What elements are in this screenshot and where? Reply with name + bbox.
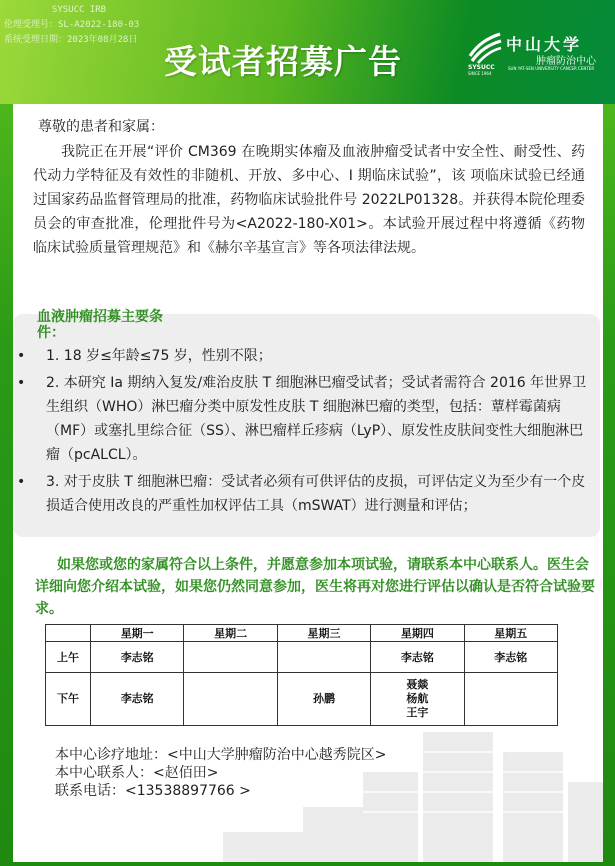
sysucc-logo: [468, 30, 608, 78]
doctor-cell: 孙鹏: [277, 673, 370, 726]
table-row: [46, 673, 558, 726]
criteria-item-text: 2. 本研究 Ia 期纳入复发/难治皮肤 T 细胞淋巴瘤受试者；受试者需符合 2016 年世界卫生组织（WHO）淋巴瘤分类中原发性皮肤 T 细胞淋巴瘤的类型，包括：蕈样霉菌病（MF）或塞扎里综合征（SS）、淋巴瘤样丘疹病（LyP）、原发性皮肤间变性大细胞淋巴瘤（pcALCL）。: [46, 375, 587, 463]
doctor-cell: [184, 642, 277, 673]
logo-since: SINCE 1964: [468, 71, 492, 76]
criteria-item-text: 1. 18 岁≤年龄≤75 岁，性别不限；: [46, 348, 272, 364]
header-banner: [0, 0, 615, 104]
doctor-cell: 李志铭: [91, 642, 184, 673]
criteria-item: [13, 344, 603, 368]
logo-en-abbr: SYSUCC: [468, 64, 495, 71]
logo-cn-name: 中山大学: [506, 35, 583, 54]
table-header-cell: 星期一: [91, 625, 184, 642]
doctor-cell: 李志铭: [91, 673, 184, 726]
table-header-cell: 星期四: [371, 625, 464, 642]
criteria-list: [13, 344, 603, 521]
table-header-cell: [46, 625, 91, 642]
criteria-item-text: 3. 对于皮肤 T 细胞淋巴瘤：受试者必须有可供评估的皮损，可评估定义为至少有一个皮损适合使用改良的严重性加权评估工具（mSWAT）进行测量和评估；: [46, 474, 586, 514]
logo-en-full: SUN YAT-SEN UNIVERSITY CANCER CENTER: [508, 66, 595, 71]
stamp-ethics-no: 伦理受理号：SL-A2022-180-03: [4, 20, 140, 30]
table-header-cell: 星期五: [464, 625, 557, 642]
doctor-cell: [184, 673, 277, 726]
page-title: 受试者招募广告: [164, 42, 402, 81]
table-header-row: [46, 625, 558, 642]
contact-address: 本中心诊疗地址：<中山大学肿瘤防治中心越秀院区>: [55, 747, 387, 763]
doctor-cell: 李志铭: [371, 642, 464, 673]
doctor-cell: [277, 642, 370, 673]
contact-callout: 如果您或您的家属符合以上条件，并愿意参加本项试验，请联系本中心联系人。医生会详细向您介绍本试验，如果您仍然同意参加，医生将再对您进行评估以确认是否符合试验要求。: [35, 557, 595, 617]
doctor-cell: 聂燚 杨航 王宇: [371, 673, 464, 726]
logo-cn-sub: 肿瘤防治中心: [536, 56, 596, 67]
sysucc-emblem-icon: [468, 30, 502, 64]
criteria-title: 血液肿瘤招募主要条件：: [37, 309, 163, 341]
doctor-cell: 李志铭: [464, 642, 557, 673]
table-row: [46, 642, 558, 673]
doctor-cell: [464, 673, 557, 726]
table-header-cell: 星期二: [184, 625, 277, 642]
stamp-org: SYSUCC IRB: [51, 5, 107, 15]
greeting: 尊敬的患者和家属：: [38, 119, 164, 135]
contact-phone: 联系电话：<13538897766 >: [55, 783, 251, 799]
contact-info: [55, 746, 386, 800]
bullet: •: [17, 375, 26, 391]
period-cell: 上午: [46, 642, 91, 673]
irb-stamp: [4, 3, 154, 48]
table-header-cell: 星期三: [277, 625, 370, 642]
clinic-schedule-table: [45, 624, 558, 726]
bullet: •: [17, 474, 26, 490]
criteria-item: [13, 470, 603, 518]
content-panel: [13, 104, 603, 862]
contact-person: 本中心联系人：<赵佰田>: [55, 765, 219, 781]
period-cell: 下午: [46, 673, 91, 726]
stamp-date: 系统受理日期：2023年08月28日: [4, 35, 138, 45]
intro-paragraph: 我院正在开展“评价 CM369 在晚期实体瘤及血液肿瘤受试者中安全性、耐受性、药代动力学特征及有效性的非随机、开放、多中心、I 期临床试验”，该 项临床试验已经通过国家药品监督管理局的批准，药物临床试验批件号 2022LP01328。并获得本院伦理委员会的审查批准，伦理批件号为<A2022-180-X01>。本试验开展过程中将遵循《药物临床试验质量管理规范》和《赫尔辛基宣言》等各项法律法规。: [33, 144, 585, 256]
criteria-item: [13, 371, 603, 467]
bullet: •: [17, 348, 26, 364]
